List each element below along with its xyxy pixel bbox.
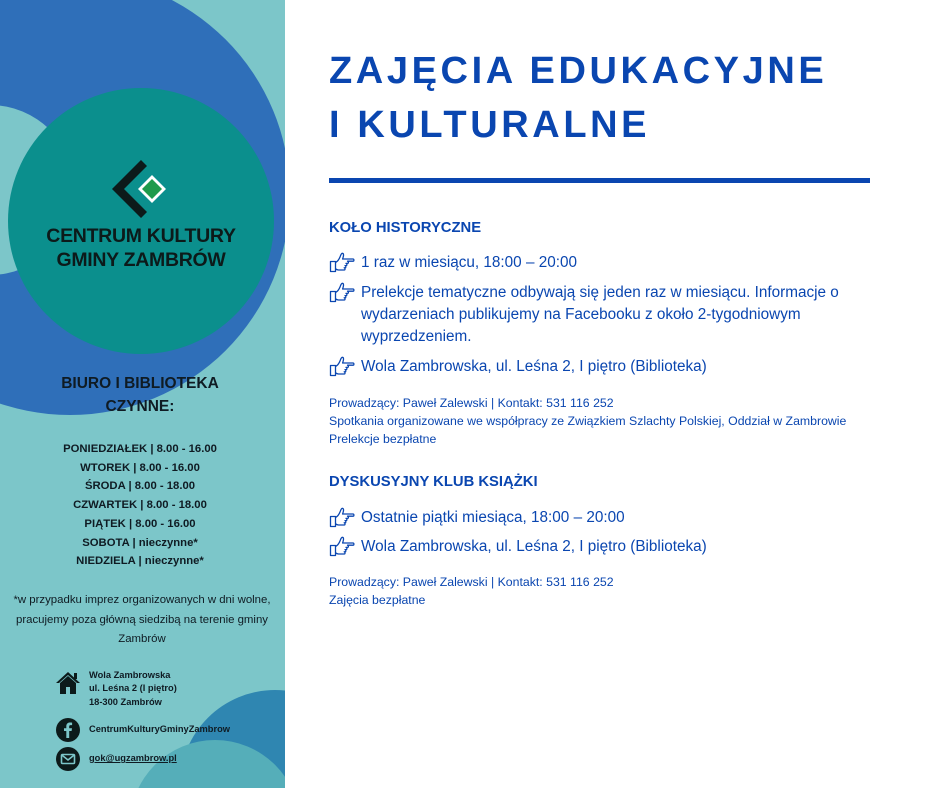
contact-address [55,670,177,709]
section-heading-book-club: DYSKUSYJNY KLUB KSIĄŻKI [329,474,538,490]
pointing-hand-icon [329,355,355,377]
page-title-line-1: ZAJĘCIA EDUKACYJNE [329,50,828,92]
info-line: Zajęcia bezpłatne [329,593,426,607]
logo [8,88,274,354]
logo-text [46,224,235,272]
facebook-link[interactable]: CentrumKulturyGminyZambrow [89,724,231,734]
pointing-hand-icon [329,251,355,273]
page-title [329,44,919,152]
hours-tuesday: WTOREK | 8.00 - 16.00 [80,461,200,474]
sidebar [0,0,285,788]
logo-chevron-icon [110,158,172,220]
office-hours-title [30,372,250,418]
office-title-line-2: CZYNNE: [105,398,175,415]
bullet-item [329,282,919,348]
bullet-item [329,507,919,529]
pointing-hand-icon [329,281,355,303]
hours-note: *w przypadku imprez organizowanych w dni wolne, pracujemy poza główną siedzibą na terenie gminy Zambrów [13,594,271,645]
opening-hours [30,440,250,571]
title-divider [329,178,870,183]
address-line-1: Wola Zambrowska [89,670,171,680]
facebook-icon [55,717,81,743]
bullet-text: Wola Zambrowska, ul. Leśna 2, I piętro (Biblioteka) [361,358,707,375]
hours-monday: PONIEDZIAŁEK | 8.00 - 16.00 [63,443,217,455]
bullet-text: Prelekcje tematyczne odbywają się jeden raz w miesiącu. Informacje o wydarzeniach publikujemy na Facebooku z około 2-tygodniowym wyprzedzeniem. [361,284,839,345]
section-heading-history-club: KOŁO HISTORYCZNE [329,220,482,236]
pointing-hand-icon [329,535,355,557]
pointing-hand-icon [329,506,355,528]
section-info [329,394,929,448]
hours-friday: PIĄTEK | 8.00 - 16.00 [84,517,196,530]
info-line: Prowadzący: Paweł Zalewski | Kontakt: 531 116 252 [329,396,614,410]
bullet-text: 1 raz w miesiącu, 18:00 – 20:00 [361,254,577,271]
bullet-item [329,536,919,558]
address-text [89,669,177,709]
address-line-2: ul. Leśna 2 (I piętro) [89,683,177,694]
mail-icon [55,746,81,772]
section-info [329,573,929,609]
bullet-text: Ostatnie piątki miesiąca, 18:00 – 20:00 [361,509,625,526]
hours-saturday: SOBOTA | nieczynne* [82,536,198,549]
contact-email[interactable] [55,746,177,772]
logo-line-1: CENTRUM KULTURY [46,225,236,247]
home-icon [55,670,81,696]
hours-wednesday: ŚRODA | 8.00 - 18.00 [84,480,196,493]
contact-facebook[interactable] [55,717,230,743]
page-title-line-2: I KULTURALNE [329,104,651,146]
bullet-item [329,356,919,378]
email-link[interactable]: gok@ugzambrow.pl [89,753,177,763]
logo-line-2: GMINY ZAMBRÓW [56,249,226,271]
address-line-3: 18-300 Zambrów [89,696,162,707]
bullet-text: Wola Zambrowska, ul. Leśna 2, I piętro (Biblioteka) [361,538,707,555]
info-line: Prelekcje bezpłatne [329,432,437,446]
hours-thursday: CZWARTEK | 8.00 - 18.00 [73,499,207,512]
office-title-line-1: BIURO I BIBLIOTEKA [61,375,219,392]
hours-sunday: NIEDZIELA | nieczynne* [76,555,204,568]
info-line: Spotkania organizowane we współpracy ze Związkiem Szlachty Polskiej, Oddział w Zambrowie [329,414,847,428]
info-line: Prowadzący: Paweł Zalewski | Kontakt: 531 116 252 [329,575,614,589]
bullet-item [329,252,919,274]
